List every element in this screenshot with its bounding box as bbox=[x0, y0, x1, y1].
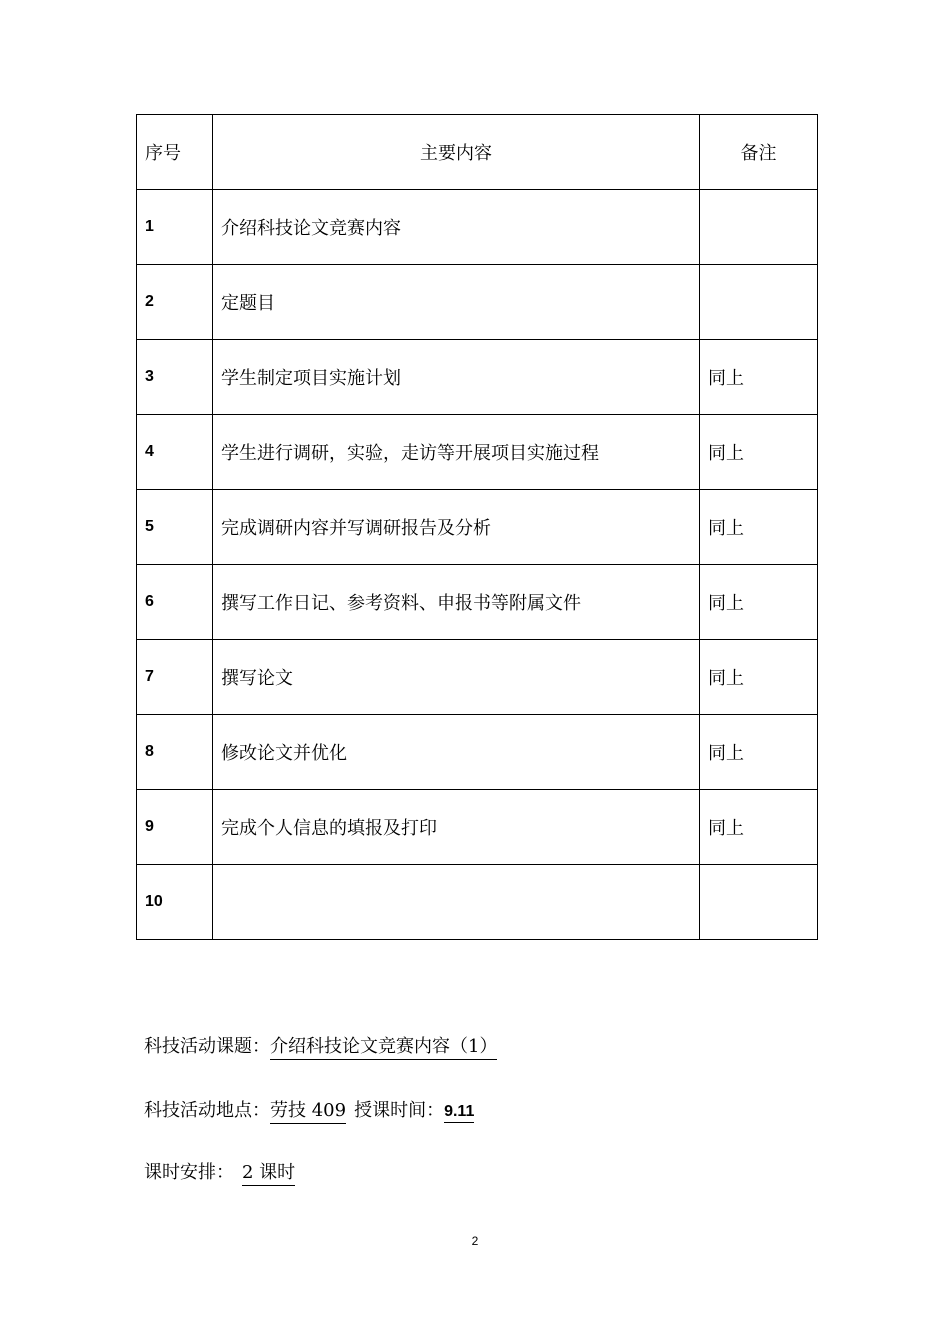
row-content: 撰写工作日记、参考资料、申报书等附属文件 bbox=[213, 565, 700, 640]
row-content: 介绍科技论文竞赛内容 bbox=[213, 190, 700, 265]
table-row bbox=[137, 190, 818, 265]
row-note: 同上 bbox=[700, 490, 818, 565]
row-number: 5 bbox=[137, 490, 213, 565]
hours-value: 2 课时 bbox=[242, 1162, 295, 1186]
header-note: 备注 bbox=[700, 115, 818, 190]
row-note bbox=[700, 865, 818, 940]
row-content bbox=[213, 865, 700, 940]
row-number: 1 bbox=[137, 190, 213, 265]
table-row bbox=[137, 640, 818, 715]
table-row bbox=[137, 565, 818, 640]
topic-value: 介绍科技论文竞赛内容（1） bbox=[270, 1036, 497, 1060]
row-content: 撰写论文 bbox=[213, 640, 700, 715]
row-content: 学生制定项目实施计划 bbox=[213, 340, 700, 415]
row-note: 同上 bbox=[700, 340, 818, 415]
row-content: 完成个人信息的填报及打印 bbox=[213, 790, 700, 865]
hours-label: 课时安排： bbox=[144, 1162, 234, 1183]
row-note: 同上 bbox=[700, 790, 818, 865]
topic-line bbox=[144, 1032, 497, 1058]
row-number: 10 bbox=[137, 865, 213, 940]
location-label: 科技活动地点： bbox=[144, 1100, 270, 1121]
row-number: 6 bbox=[137, 565, 213, 640]
header-content: 主要内容 bbox=[213, 115, 700, 190]
table-row bbox=[137, 790, 818, 865]
row-note: 同上 bbox=[700, 415, 818, 490]
location-value: 劳技 409 bbox=[270, 1100, 346, 1124]
table-row bbox=[137, 865, 818, 940]
location-time-line bbox=[144, 1096, 474, 1122]
table-row bbox=[137, 715, 818, 790]
table-row bbox=[137, 265, 818, 340]
row-content: 学生进行调研，实验，走访等开展项目实施过程 bbox=[213, 415, 700, 490]
page-number: 2 bbox=[471, 1234, 479, 1248]
row-note bbox=[700, 265, 818, 340]
row-number: 3 bbox=[137, 340, 213, 415]
header-number: 序号 bbox=[137, 115, 213, 190]
row-content: 修改论文并优化 bbox=[213, 715, 700, 790]
time-label: 授课时间： bbox=[354, 1100, 445, 1121]
schedule-table bbox=[136, 114, 818, 940]
row-note: 同上 bbox=[700, 715, 818, 790]
hours-line bbox=[144, 1158, 295, 1184]
row-number: 7 bbox=[137, 640, 213, 715]
table-row bbox=[137, 490, 818, 565]
row-number: 4 bbox=[137, 415, 213, 490]
row-note bbox=[700, 190, 818, 265]
topic-label: 科技活动课题： bbox=[144, 1036, 270, 1057]
row-number: 8 bbox=[137, 715, 213, 790]
row-note: 同上 bbox=[700, 565, 818, 640]
table-header-row bbox=[137, 115, 818, 190]
table-row bbox=[137, 415, 818, 490]
row-content: 完成调研内容并写调研报告及分析 bbox=[213, 490, 700, 565]
time-value: 9.11 bbox=[444, 1103, 474, 1123]
table-row bbox=[137, 340, 818, 415]
row-number: 9 bbox=[137, 790, 213, 865]
row-note: 同上 bbox=[700, 640, 818, 715]
row-number: 2 bbox=[137, 265, 213, 340]
row-content: 定题目 bbox=[213, 265, 700, 340]
